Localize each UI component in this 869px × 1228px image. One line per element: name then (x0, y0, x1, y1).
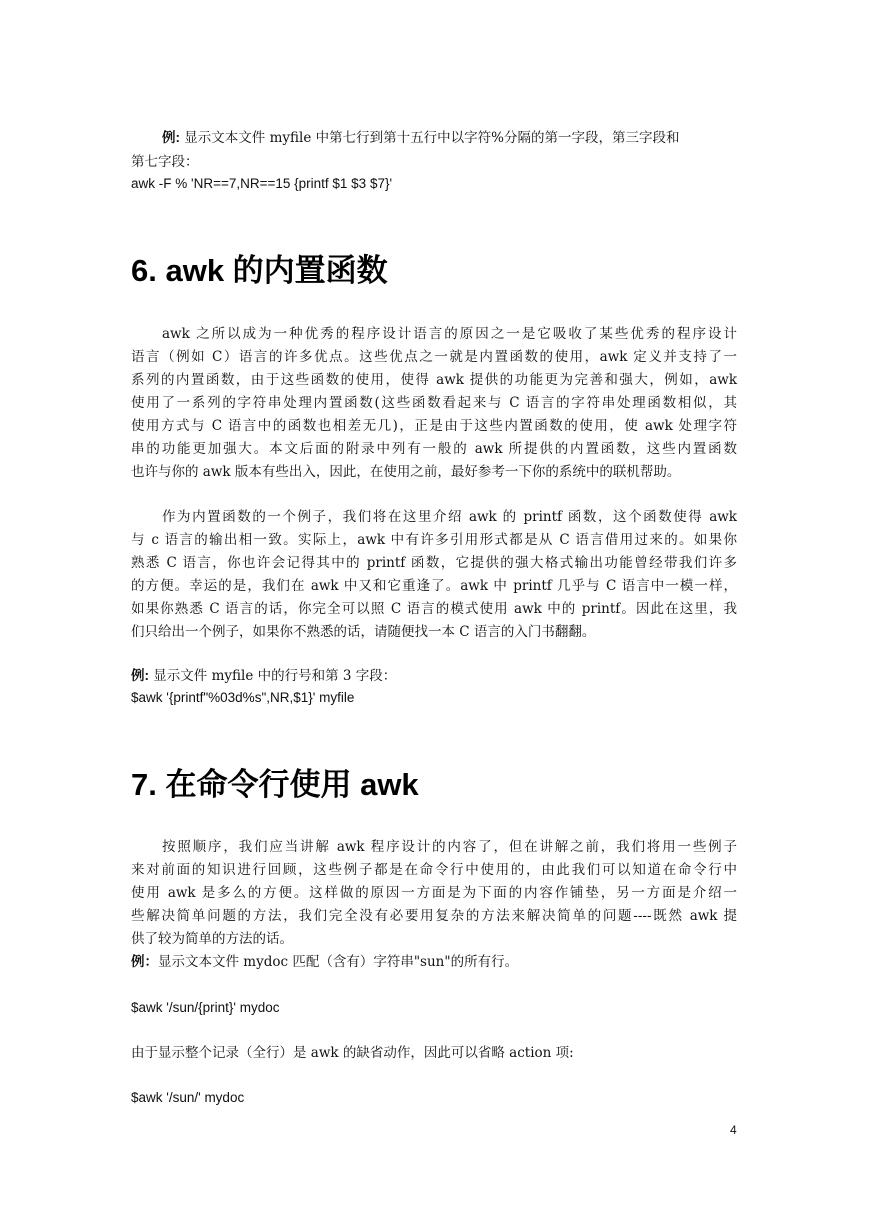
sec6-p1-line: 也许与你的 awk 版本有些出入，因此，在使用之前，最好参考一下你的系统中的联机帮助。 (131, 464, 681, 480)
sec7-p1-line: 供了较为简单的方法的话。 (131, 931, 293, 947)
sec6-p2-line: 们只给出一个例子，如果你不熟悉的话，请随便找一本 C 语言的入门书翻翻。 (131, 624, 596, 640)
example-text: 显示文件 myfile 中的行号和第 3 字段： (153, 668, 397, 684)
sec6-p2-line: 如果你熟悉 C 语言的话，你完全可以照 C 语言的模式使用 awk 中的 printf。因此在这里，我 (131, 601, 737, 617)
sec7-code-1: $awk '/sun/{print}' mydoc (131, 1000, 280, 1015)
sec6-p1-line: awk 之所以成为一种优秀的程序设计语言的原因之一是它吸收了某些优秀的程序设计 (162, 326, 737, 342)
example-1-line-1 (162, 127, 737, 149)
sec7-p1-line: 来对前面的知识进行回顾，这些例子都是在命令行中使用的，由此我们可以知道在命令行中 (131, 862, 737, 878)
sec6-p1-line: 使用方式与 C 语言中的函数也相差无几)，正是由于这些内置函数的使用，使 awk 处理字符 (131, 418, 737, 434)
sec6-p2-line: 作为内置函数的一个例子，我们将在这里介绍 awk 的 printf 函数，这个函数使得 awk (162, 509, 737, 525)
sec7-p1-line: 些解决简单问题的方法，我们完全没有必要用复杂的方法来解决简单的问题----既然 awk 提 (131, 908, 737, 924)
sec7-code-2: $awk '/sun/' mydoc (131, 1090, 245, 1105)
sec6-p1-line: 系列的内置函数，由于这些函数的使用，使得 awk 提供的功能更为完善和强大，例如，awk (131, 372, 737, 388)
example-1-line-2: 第七字段： (131, 154, 199, 170)
sec6-p1-line: 串的功能更加强大。本文后面的附录中列有一般的 awk 所提供的内置函数，这些内置函数 (131, 441, 737, 457)
example-text: 显示文本文件 mydoc 匹配（含有）字符串"sun"的所有行。 (158, 954, 519, 970)
sec6-example (131, 665, 396, 687)
sec6-p1-line: 使用了一系列的字符串处理内置函数(这些函数看起来与 C 语言的字符串处理函数相似，其 (131, 395, 737, 411)
page-number: 4 (730, 1123, 737, 1137)
sec6-p2-line: 熟悉 C 语言，你也许会记得其中的 printf 函数，它提供的强大格式输出功能曾经带我们许多 (131, 555, 737, 571)
sec6-p2-line: 与 c 语言的输出相一致。实际上，awk 中有许多引用形式都是从 C 语言借用过来的。如果你 (131, 532, 737, 548)
sec6-p2-line: 的方便。幸运的是，我们在 awk 中又和它重逢了。awk 中 printf 几乎与 C 语言中一模一样， (131, 578, 737, 594)
section-6-heading: 6. awk 的内置函数 (131, 253, 388, 288)
sec7-p1-line: 使用 awk 是多么的方便。这样做的原因一方面是为下面的内容作铺垫，另一方面是介绍一 (131, 885, 737, 901)
example-1-code: awk -F % 'NR==7,NR==15 {printf $1 $3 $7}' (131, 176, 393, 191)
sec7-note: 由于显示整个记录（全行）是 awk 的缺省动作，因此可以省略 action 项: (131, 1045, 574, 1061)
example-label: 例： (131, 954, 158, 969)
example-label: 例: (131, 668, 149, 683)
sec6-example-code: $awk '{printf"%03d%s",NR,$1}' myfile (131, 690, 355, 705)
sec7-example (131, 951, 518, 973)
example-label: 例: (162, 130, 180, 145)
section-7-heading: 7. 在命令行使用 awk (131, 767, 419, 802)
sec6-p1-line: 语言（例如 C）语言的许多优点。这些优点之一就是内置函数的使用，awk 定义并支持了一 (131, 349, 737, 365)
example-text: 显示文本文件 myfile 中第七行到第十五行中以字符%分隔的第一字段，第三字段和 (184, 130, 680, 146)
sec7-p1-line: 按照顺序，我们应当讲解 awk 程序设计的内容了，但在讲解之前，我们将用一些例子 (162, 839, 737, 855)
